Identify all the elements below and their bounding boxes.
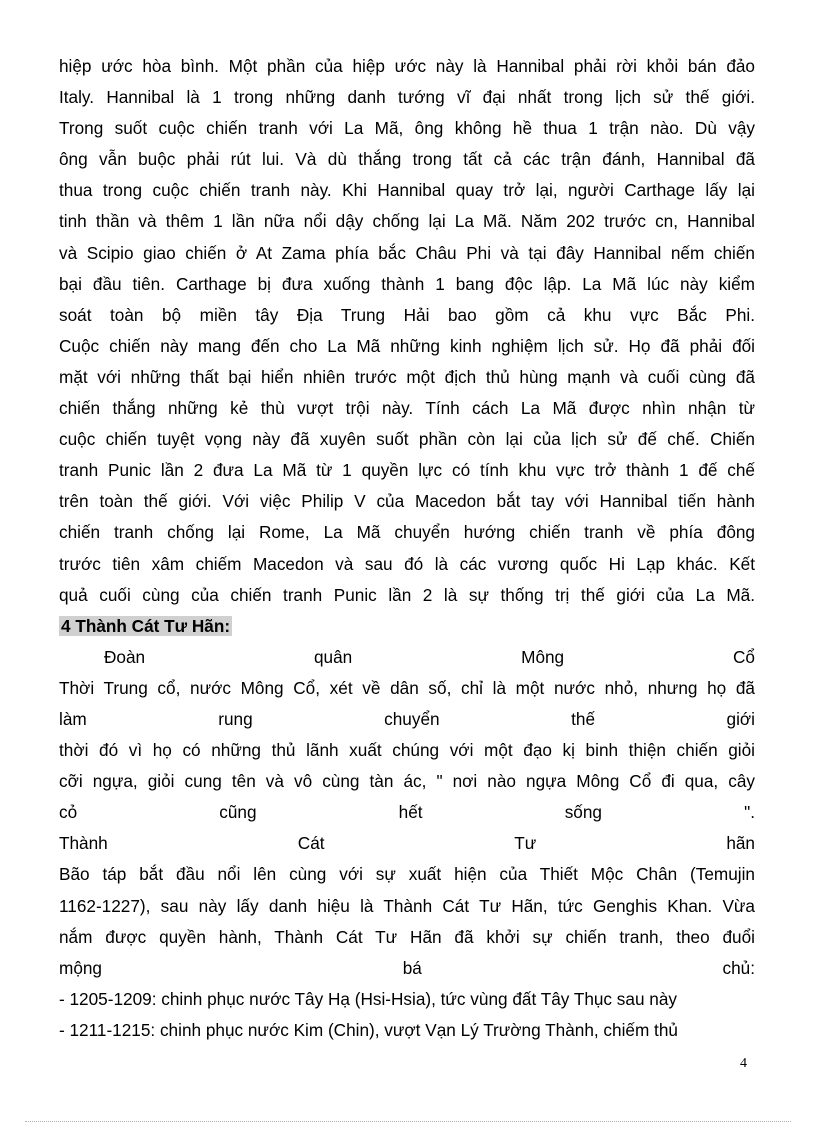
paragraph-line: trước tiên xâm chiếm Macedon và sau đó là các vương quốc Hi Lạp khác. Kết: [59, 553, 755, 574]
paragraph-line: quả cuối cùng của chiến tranh Punic lần 2 là sự thống trị thế giới của La Mã.: [59, 584, 755, 605]
section-heading: [59, 611, 755, 642]
paragraph-line: nắm được quyền hành, Thành Cát Tư Hãn đã khởi sự chiến tranh, theo đuổi: [59, 926, 755, 947]
paragraph-line: tranh Punic lần 2 đưa La Mã từ 1 quyền lực có tính khu vực trở thành 1 đế chế: [59, 460, 755, 481]
paragraph-line: Trong suốt cuộc chiến tranh với La Mã, ông không hề thua 1 trận nào. Dù vậy: [59, 118, 755, 139]
document-body: [59, 51, 755, 1046]
paragraph-line: Italy. Hannibal là 1 trong những danh tướng vĩ đại nhất trong lịch sử thế giới.: [59, 87, 755, 108]
paragraph-line: hiệp ước hòa bình. Một phần của hiệp ước này là Hannibal phải rời khỏi bán đảo: [59, 56, 755, 76]
paragraph-line: cỏ cũng hết sống ".: [59, 802, 755, 823]
paragraph-line: chiến thắng những kẻ thù vượt trội này. Tính cách La Mã được nhìn nhận từ: [59, 398, 755, 419]
paragraph-line: trên toàn thế giới. Với việc Philip V của Macedon bắt tay với Hannibal tiến hành: [59, 491, 755, 512]
paragraph-line: mộng bá chủ:: [59, 957, 755, 978]
paragraph-line: làm rung chuyển thế giới: [59, 708, 755, 729]
page-number: 4: [740, 1056, 747, 1071]
paragraph-line: Bão táp bắt đầu nổi lên cùng với sự xuất hiện của Thiết Mộc Chân (Temujin: [59, 864, 755, 885]
paragraph-line: Thành Cát Tư hãn: [59, 833, 755, 854]
paragraph-line: ông vẫn buộc phải rút lui. Và dù thắng trong tất cả các trận đánh, Hannibal đã: [59, 149, 755, 170]
paragraph-line: - 1211-1215: chinh phục nước Kim (Chin), vượt Vạn Lý Trường Thành, chiếm thủ: [59, 1019, 678, 1040]
paragraph-line: soát toàn bộ miền tây Địa Trung Hải bao gồm cả khu vực Bắc Phi.: [59, 304, 755, 325]
section-heading-text: 4 Thành Cát Tư Hãn:: [61, 615, 231, 636]
paragraph-line: tinh thần và thêm 1 lần nữa nổi dậy chống lại La Mã. Năm 202 trước cn, Hannibal: [59, 211, 755, 232]
paragraph-line: cuộc chiến tuyệt vọng này đã xuyên suốt phần còn lại của lịch sử đế chế. Chiến: [59, 429, 755, 450]
paragraph-line: thua trong cuộc chiến tranh này. Khi Hannibal quay trở lại, người Carthage lấy lại: [59, 180, 755, 201]
page-bottom-border: [25, 1121, 791, 1122]
paragraph-line: mặt với những thất bại hiển nhiên trước một địch thủ hùng mạnh và cuối cùng đã: [59, 366, 755, 387]
paragraph-line: Thời Trung cổ, nước Mông Cổ, xét về dân số, chỉ là một nước nhỏ, nhưng họ đã: [59, 677, 755, 698]
paragraph-line: và Scipio giao chiến ở At Zama phía bắc Châu Phi và tại đây Hannibal nếm chiến: [59, 242, 755, 263]
paragraph-line: - 1205-1209: chinh phục nước Tây Hạ (Hsi-Hsia), tức vùng đất Tây Thục sau này: [59, 988, 678, 1009]
paragraph-line: bại đầu tiên. Carthage bị đưa xuống thành 1 bang độc lập. La Mã lúc này kiểm: [59, 273, 755, 294]
paragraph-line: 1162-1227), sau này lấy danh hiệu là Thành Cát Tư Hãn, tức Genghis Khan. Vừa: [59, 895, 755, 916]
paragraph-line: chiến tranh chống lại Rome, La Mã chuyển hướng chiến tranh về phía đông: [59, 522, 755, 543]
paragraph-line: cỡi ngựa, giỏi cung tên và vô cùng tàn ác, " nơi nào ngựa Mông Cổ đi qua, cây: [59, 771, 755, 792]
paragraph-line: Đoàn quân Mông Cổ: [104, 646, 755, 667]
paragraph-line: thời đó vì họ có những thủ lãnh xuất chúng với một đạo kị binh thiện chiến giỏi: [59, 740, 755, 761]
paragraph-line: Cuộc chiến này mang đến cho La Mã những kinh nghiệm lịch sử. Họ đã phải đối: [59, 335, 755, 356]
